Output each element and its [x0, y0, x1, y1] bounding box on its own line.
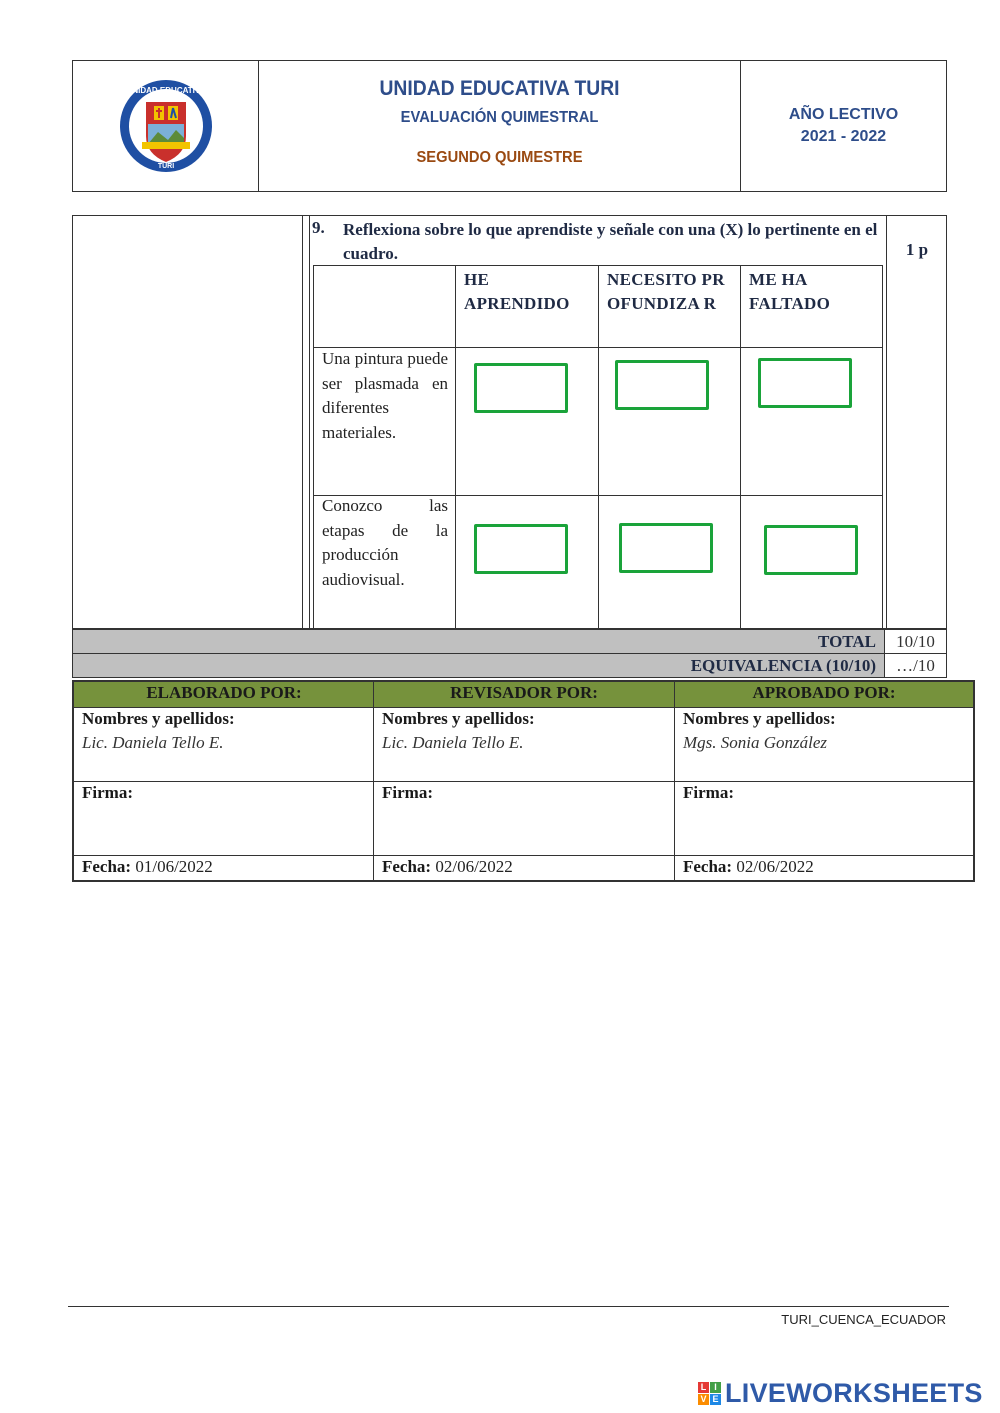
date-label: Fecha: — [82, 857, 132, 876]
names-label: Nombres y apellidos: — [683, 709, 836, 728]
answer-box-row2-me-ha-faltado[interactable] — [764, 525, 858, 575]
document-header — [72, 60, 947, 192]
school-crest-icon — [118, 78, 214, 174]
question-block — [72, 215, 947, 629]
table-divider — [455, 266, 456, 628]
term-title: SEGUNDO QUIMESTRE — [416, 149, 583, 166]
column-header: HE APRENDIDO — [464, 270, 570, 313]
question-number: 9. — [312, 218, 325, 237]
liveworksheets-brand[interactable] — [698, 1378, 983, 1408]
signature-label: Firma: — [82, 783, 133, 802]
logo-letter: I — [710, 1382, 721, 1393]
total-label: TOTAL — [73, 630, 885, 653]
row-label: Una pintura puede ser plasmada en diferentes materiales. — [322, 349, 448, 442]
school-name: UNIDAD EDUCATIVA TURI — [379, 77, 620, 100]
footer-divider — [68, 1306, 949, 1307]
total-value: 10/10 — [896, 632, 935, 651]
year-label: AÑO LECTIVO — [788, 106, 899, 123]
total-row — [72, 629, 947, 654]
approved-by-name: Mgs. Sonia González — [683, 733, 828, 752]
names-label: Nombres y apellidos: — [82, 709, 235, 728]
elaborated-by-header: ELABORADO POR: — [146, 683, 302, 702]
table-divider — [74, 781, 973, 782]
year-cell — [741, 61, 946, 191]
answer-box-row1-me-ha-faltado[interactable] — [758, 358, 852, 408]
table-divider — [598, 266, 599, 628]
question-points: 1 p — [905, 240, 929, 259]
names-label: Nombres y apellidos: — [382, 709, 535, 728]
equivalence-label: EQUIVALENCIA (10/10) — [73, 654, 885, 677]
elaborated-by-name: Lic. Daniela Tello E. — [82, 733, 224, 752]
equivalence-row — [72, 653, 947, 678]
brand-text: LIVEWORKSHEETS — [725, 1377, 983, 1408]
reviewed-by-name: Lic. Daniela Tello E. — [382, 733, 524, 752]
elaborated-date — [82, 857, 213, 877]
left-empty-column — [73, 216, 303, 628]
date-label: Fecha: — [382, 857, 432, 876]
logo-text-top: UNIDAD EDUCATIVA — [126, 86, 205, 95]
row-label: Conozco las etapas de la producción audiovisual. — [322, 496, 448, 589]
table-divider — [74, 855, 973, 856]
reviewed-by-header: REVISADOR POR: — [450, 683, 598, 702]
year-value: 2021 - 2022 — [800, 128, 887, 145]
logo-letter: V — [698, 1394, 709, 1405]
column-header: NECESITO PROFUNDIZA R — [607, 270, 725, 313]
column-divider — [309, 216, 310, 628]
signature-label: Firma: — [382, 783, 433, 802]
answer-box-row2-he-aprendido[interactable] — [474, 524, 568, 574]
answer-box-row1-necesito-profundizar[interactable] — [615, 360, 709, 410]
title-cell — [259, 61, 741, 191]
approved-date — [683, 857, 814, 877]
footer-location: TURI_CUENCA_ECUADOR — [781, 1312, 946, 1327]
table-divider — [740, 266, 741, 628]
date-value: 02/06/2022 — [736, 857, 814, 876]
liveworksheets-logo-icon — [698, 1382, 721, 1405]
answer-box-row1-he-aprendido[interactable] — [474, 363, 568, 413]
question-text: Reflexiona sobre lo que aprendiste y señale con una (X) lo pertinente en el cuadro. — [343, 220, 878, 263]
reviewed-date — [382, 857, 513, 877]
evaluation-title: EVALUACIÓN QUIMESTRAL — [400, 109, 599, 126]
logo-letter: L — [698, 1382, 709, 1393]
approved-by-header: APROBADO POR: — [752, 683, 896, 702]
answer-box-row2-necesito-profundizar[interactable] — [619, 523, 713, 573]
logo-cell — [73, 61, 259, 191]
date-value: 01/06/2022 — [135, 857, 213, 876]
column-header: ME HA FALTADO — [749, 270, 831, 313]
logo-text-bottom: TURI — [157, 163, 174, 170]
column-divider — [886, 216, 887, 628]
signature-table — [72, 680, 975, 882]
date-label: Fecha: — [683, 857, 733, 876]
signature-label: Firma: — [683, 783, 734, 802]
signature-header-row — [74, 682, 973, 708]
reflection-table — [313, 265, 883, 629]
logo-letter: E — [710, 1394, 721, 1405]
equivalence-value: …/10 — [896, 656, 935, 675]
date-value: 02/06/2022 — [435, 857, 513, 876]
